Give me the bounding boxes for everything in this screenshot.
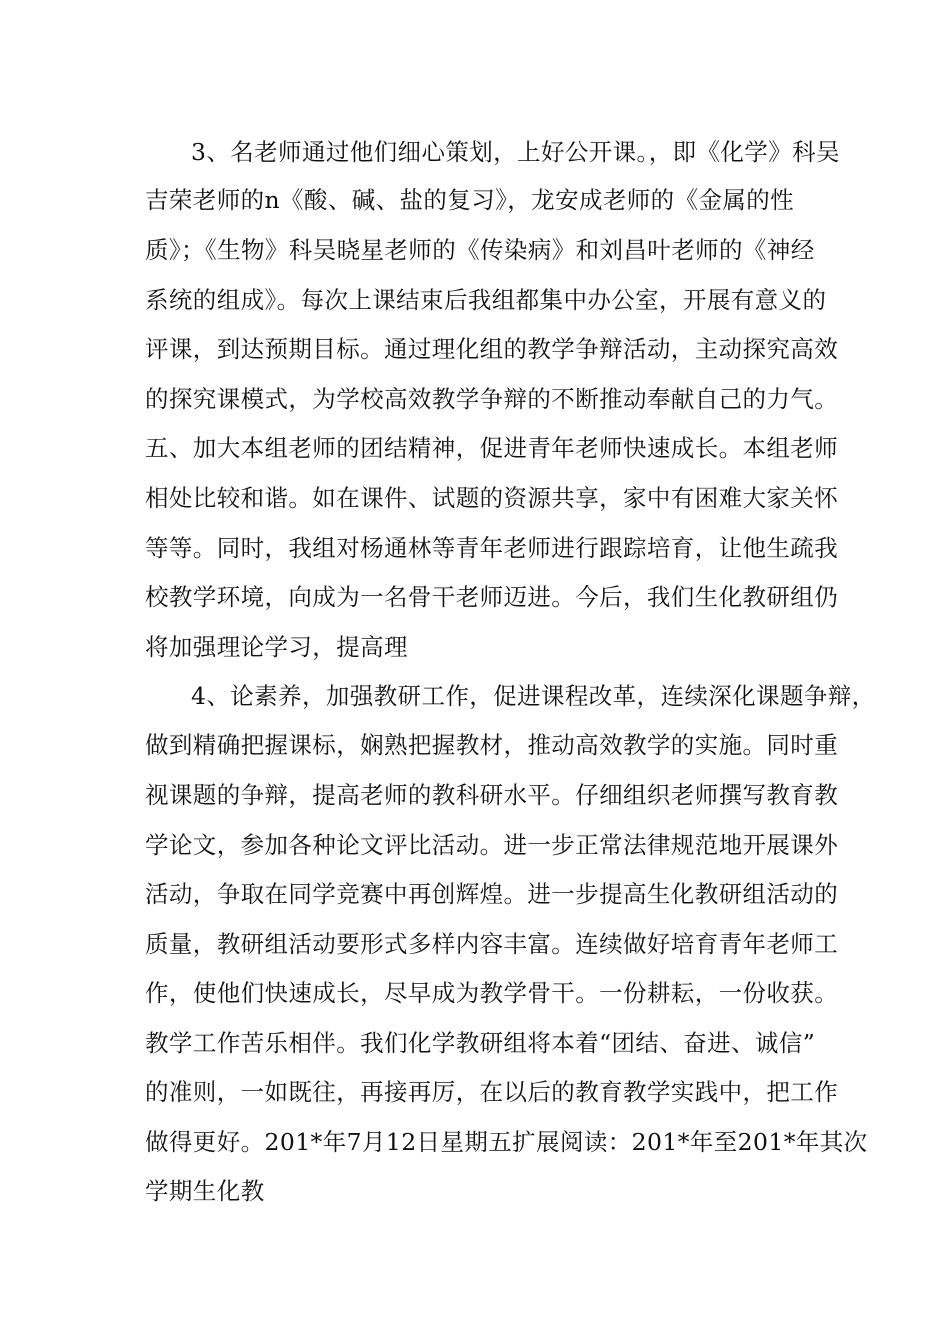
text-line: 4、论素养，加强教研工作，促进课程改革，连续深化课题争辩，: [191, 682, 876, 710]
text-line: 做到精确把握课标，娴熟把握教材，推动高效教学的实施。同时重: [145, 731, 839, 759]
text-line: 五、加大本组老师的团结精神，促进青年老师快速成长。本组老师: [145, 434, 839, 462]
text-line: 等等。同时，我组对杨通林等青年老师进行跟踪培育，让他生疏我: [145, 534, 839, 562]
text-line: 做得更好。201*年7月12日星期五扩展阅读：201*年至201*年其次: [145, 1128, 868, 1156]
text-line: 学论文，参加各种论文评比活动。进一步正常法律规范地开展课外: [145, 831, 839, 859]
text-line: 质量，教研组活动要形式多样内容丰富。连续做好培育青年老师工: [145, 930, 839, 958]
text-line: 校教学环境，向成为一名骨干老师迈进。今后，我们生化教研组仍: [145, 583, 839, 611]
text-line: 学期生化教: [145, 1177, 265, 1205]
text-line: 系统的组成》。每次上课结束后我组都集中办公室，开展有意义的: [145, 286, 827, 314]
text-line: 将加强理论学习，提高理: [145, 633, 408, 661]
text-line: 的准则，一如既往，再接再厉，在以后的教育教学实践中，把工作: [145, 1078, 839, 1106]
text-line: 质》；《生物》科吴晓星老师的《传染病》和刘昌叶老师的《神经: [145, 236, 815, 264]
text-line: 评课，到达预期目标。通过理化组的教学争辩活动，主动探究高效: [145, 335, 839, 363]
text-line: 教学工作苦乐相伴。我们化学教研组将本着“团结、奋进、诚信”: [145, 1029, 816, 1057]
text-line: 的探究课模式，为学校高效教学争辩的不断推动奉献自己的力气。: [145, 385, 839, 413]
text-line: 视课题的争辩，提高老师的教科研水平。仔细组织老师撰写教育教: [145, 781, 839, 809]
text-line: 活动，争取在同学竞赛中再创辉煌。进一步提高生化教研组活动的: [145, 880, 839, 908]
text-line: 作，使他们快速成长，尽早成为教学骨干。一份耕耘，一份收获。: [145, 979, 839, 1007]
text-line: 3、名老师通过他们细心策划，上好公开课。，即《化学》科吴: [191, 138, 840, 166]
text-line: 吉荣老师的n《酸、碱、盐的复习》，龙安成老师的《金属的性: [145, 186, 795, 214]
text-line: 相处比较和谐。如在课件、试题的资源共享，家中有困难大家关怀: [145, 484, 839, 512]
